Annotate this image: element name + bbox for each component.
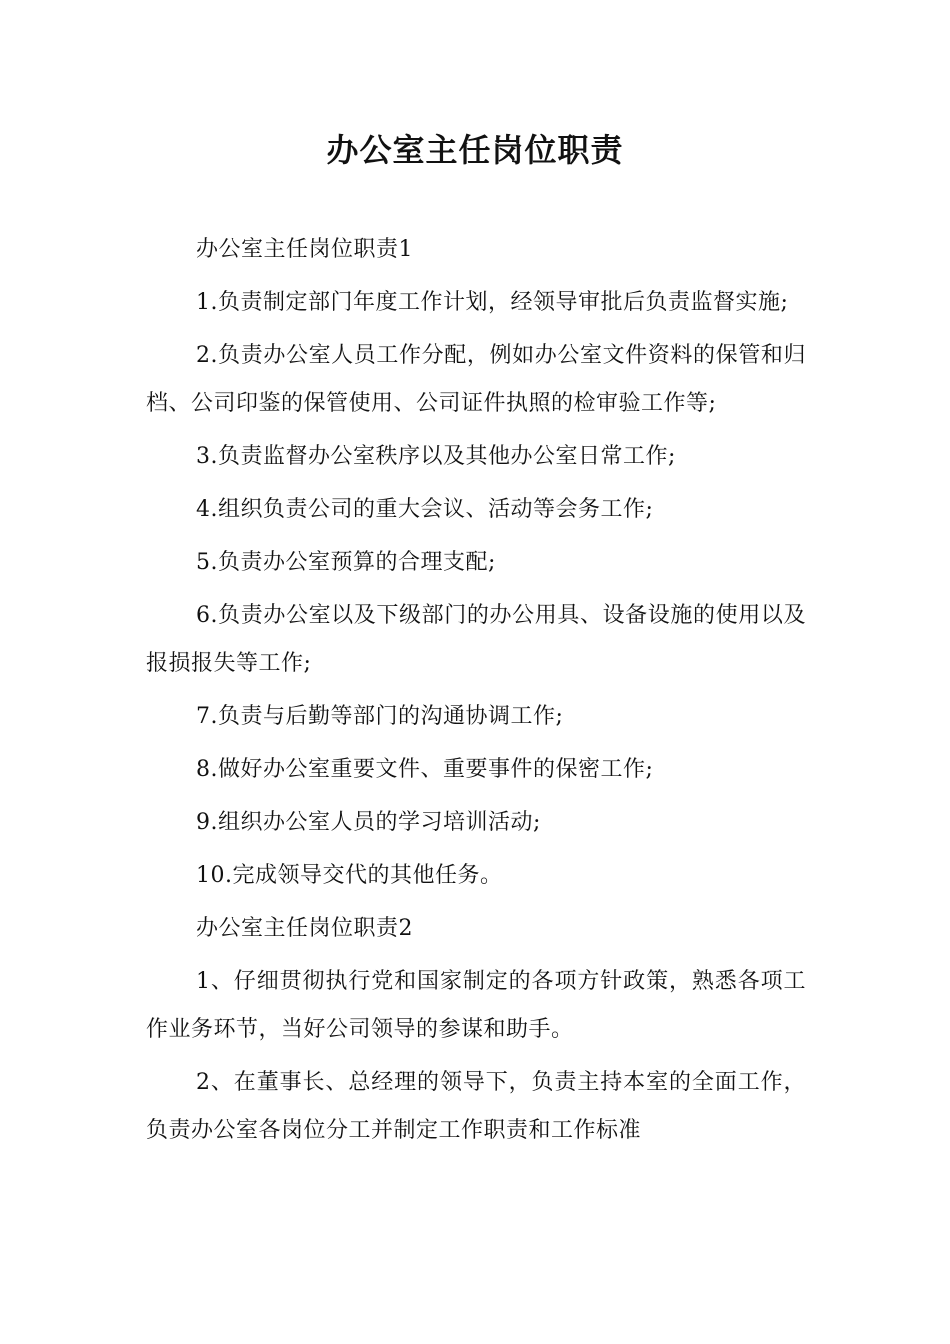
duty-item-2-2: 2、在董事长、总经理的领导下，负责主持本室的全面工作，负责办公室各岗位分工并制定工作职责和工作标准: [146, 1070, 806, 1143]
duty-item-7: 7.负责与后勤等部门的沟通协调工作;: [196, 704, 564, 729]
duty-item-2-1: 1、仔细贯彻执行党和国家制定的各项方针政策，熟悉各项工作业务环节，当好公司领导的参谋和助手。: [146, 969, 806, 1042]
duty-item-1: 1.负责制定部门年度工作计划，经领导审批后负责监督实施;: [196, 290, 789, 315]
duty-item-6: 6.负责办公室以及下级部门的办公用具、设备设施的使用以及报损报失等工作;: [146, 603, 806, 676]
duty-item-10: 10.完成领导交代的其他任务。: [196, 863, 503, 888]
page-title: 办公室主任岗位职责: [326, 131, 624, 169]
duty-item-2: 2.负责办公室人员工作分配，例如办公室文件资料的保管和归档、公司印鉴的保管使用、公司证件执照的检审验工作等;: [146, 343, 806, 416]
duty-item-5: 5.负责办公室预算的合理支配;: [196, 550, 496, 575]
section-heading-2: 办公室主任岗位职责2: [196, 916, 413, 941]
document-body: [146, 226, 806, 1160]
duty-item-3: 3.负责监督办公室秩序以及其他办公室日常工作;: [196, 444, 676, 469]
section-heading-1: 办公室主任岗位职责1: [196, 237, 413, 262]
duty-item-8: 8.做好办公室重要文件、重要事件的保密工作;: [196, 757, 654, 782]
duty-item-4: 4.组织负责公司的重大会议、活动等会务工作;: [196, 497, 654, 522]
duty-item-9: 9.组织办公室人员的学习培训活动;: [196, 810, 541, 835]
